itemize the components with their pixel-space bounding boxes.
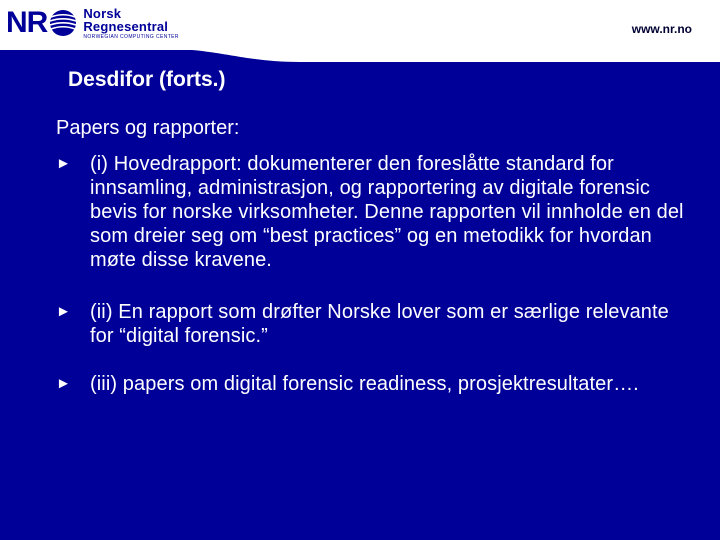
bullet-item bbox=[56, 152, 696, 272]
nr-logo bbox=[6, 5, 179, 41]
logo-line-3: NORWEGIAN COMPUTING CENTER bbox=[83, 33, 179, 40]
website-url[interactable]: www.nr.no bbox=[631, 22, 692, 36]
triangle-right-icon: ► bbox=[56, 375, 71, 392]
logo-line-2: Regnesentral bbox=[83, 18, 169, 34]
bullet-text: (iii) papers om digital forensic readiness, prosjektresultater…. bbox=[90, 373, 639, 395]
slide-intro: Papers og rapporter: bbox=[56, 117, 240, 139]
triangle-right-icon: ► bbox=[56, 303, 71, 320]
bullet-item bbox=[56, 372, 696, 396]
slide-title: Desdifor (forts.) bbox=[68, 68, 226, 91]
bullet-text: (ii) En rapport som drøfter Norske lover som er særlige relevante for “digital forensic.” bbox=[90, 301, 669, 347]
bullet-item bbox=[56, 300, 696, 348]
logo-text bbox=[83, 7, 179, 40]
globe-icon bbox=[49, 6, 77, 40]
logo-mark: NR bbox=[6, 6, 48, 39]
bullet-text: (i) Hovedrapport: dokumenterer den foreslåtte standard for innsamling, administrasjon, og rapportering av digitale forensic bevis for norske virksomheter. Denne rapporten vil innholde en del som dreier seg om “best practices” og en metodikk for hvordan møte disse kravene. bbox=[90, 153, 684, 271]
logo-line-1: Norsk bbox=[83, 5, 122, 21]
bullet-list bbox=[56, 152, 696, 396]
triangle-right-icon: ► bbox=[56, 155, 71, 172]
